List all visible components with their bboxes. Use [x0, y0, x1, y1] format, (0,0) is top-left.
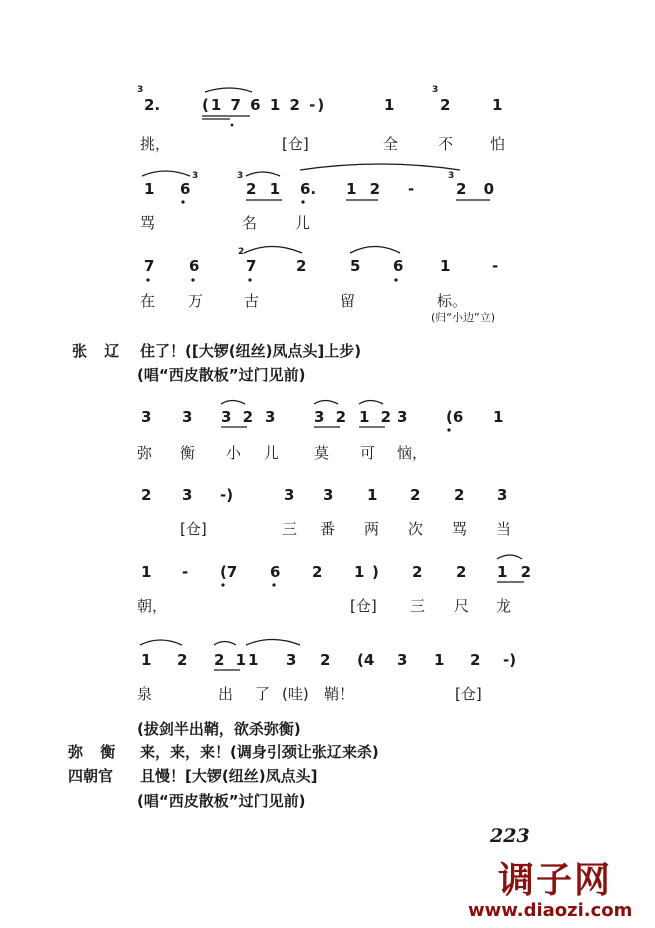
note: 1 — [384, 96, 395, 114]
octave-dot — [394, 278, 397, 281]
lyric: 儿 — [295, 214, 311, 232]
note: 1 — [367, 486, 378, 504]
page-number: 223 — [490, 825, 530, 847]
lyric: 三 — [282, 520, 298, 538]
octave-dot — [301, 200, 304, 203]
lyric: 番 — [320, 520, 336, 538]
slur — [142, 171, 190, 176]
lyric: 两 — [364, 520, 380, 538]
note: - — [182, 563, 189, 581]
note: ) — [372, 563, 379, 581]
note-group: 1 2 — [497, 563, 536, 581]
lyric: 在 — [140, 292, 156, 310]
speaker-name: 张 辽 — [72, 342, 126, 360]
slur — [246, 640, 300, 646]
note: 1 — [492, 96, 503, 114]
note: 2. — [144, 96, 161, 114]
lyric: 鞘！ — [324, 685, 355, 703]
lyric: 骂 — [140, 214, 156, 232]
note: 2 — [312, 563, 323, 581]
note: 2 — [410, 486, 421, 504]
note: - — [408, 180, 415, 198]
lyric: 不 — [438, 135, 454, 153]
slur — [300, 164, 460, 170]
note: 2 — [456, 563, 467, 581]
note-group: 2 0 — [456, 180, 501, 198]
lyric: 衡 — [180, 444, 196, 462]
lyric: 挑， — [140, 135, 171, 153]
lyric: 骂 — [452, 520, 468, 538]
note: 2 — [177, 651, 188, 669]
note: -) — [503, 651, 517, 669]
note: 1 — [141, 563, 152, 581]
octave-dot — [181, 200, 184, 203]
note: 1 — [144, 180, 155, 198]
note: 6. — [300, 180, 317, 198]
lyric-percussion: [仓] — [455, 685, 482, 703]
stage-direction: (唱“西皮散板”过门见前) — [137, 366, 306, 384]
note: 1 — [434, 651, 445, 669]
note: (4 — [357, 651, 375, 669]
watermark-logo-text: 调子网 — [498, 860, 613, 901]
note: 1 — [248, 651, 259, 669]
lyric: 龙 — [496, 597, 512, 615]
grace-note: 3 — [432, 85, 439, 95]
lyric: 莫 — [314, 444, 330, 462]
stage-direction: (拔剑半出鞘，欲杀弥衡) — [137, 720, 301, 738]
speech-text: 且慢！[大锣(纽丝)凤点头] — [140, 767, 318, 785]
note: 6 — [180, 180, 191, 198]
octave-dot — [231, 124, 234, 127]
lyric-percussion: [仓] — [180, 520, 207, 538]
lyric: 名 — [242, 214, 258, 232]
note-group: 3 2 — [314, 408, 350, 426]
lyric-percussion: [仓] — [350, 597, 377, 615]
watermark-url: www.diaozi.com — [468, 900, 633, 921]
octave-dot — [248, 278, 251, 281]
lyric: 恼， — [397, 444, 428, 462]
lyric: 留 — [340, 292, 356, 310]
slur — [214, 642, 236, 646]
speaker-name: 弥 衡 — [68, 743, 122, 761]
lyric: 怕 — [490, 135, 506, 153]
note: (6 — [446, 408, 464, 426]
grace-note: 3 — [192, 171, 199, 181]
note: 3 — [265, 408, 276, 426]
note: 6 — [189, 257, 200, 275]
lyric: 了 — [255, 685, 271, 703]
note-group: 2 1 — [246, 180, 285, 198]
lyric: 尺 — [454, 597, 470, 615]
slur — [497, 555, 522, 559]
lyric: 可 — [360, 444, 376, 462]
note: (7 — [220, 563, 238, 581]
note-group: 1 2 — [346, 180, 385, 198]
slur — [314, 401, 338, 405]
note: 3 — [397, 651, 408, 669]
octave-dot — [447, 428, 450, 431]
note: 1 — [141, 651, 152, 669]
slur — [140, 640, 182, 645]
stage-direction: (唱“西皮散板”过门见前) — [137, 792, 306, 810]
octave-dot — [146, 278, 149, 281]
octave-dot — [221, 583, 224, 586]
octave-dot — [272, 583, 275, 586]
grace-note: 3 — [137, 85, 144, 95]
grace-note: 2 — [238, 247, 245, 257]
note: 1 — [440, 257, 451, 275]
lyric: 万 — [188, 292, 204, 310]
grace-note: 3 — [448, 171, 455, 181]
note: 5 — [350, 257, 361, 275]
slur — [359, 401, 383, 405]
note: 3 — [323, 486, 334, 504]
note: 2 — [141, 486, 152, 504]
note: 1 — [493, 408, 504, 426]
note: 3 — [182, 486, 193, 504]
note: 3 — [182, 408, 193, 426]
note: 3 — [284, 486, 295, 504]
lyric-percussion: [仓] — [282, 135, 309, 153]
note: 7 — [144, 257, 155, 275]
note: 2 — [470, 651, 481, 669]
slur — [221, 401, 245, 405]
slur — [205, 88, 252, 92]
note-group: 2 1 — [214, 651, 250, 669]
lyric: 标。 — [437, 292, 468, 310]
note: 3 — [286, 651, 297, 669]
note: 2 — [296, 257, 307, 275]
slur — [350, 247, 400, 254]
note-group: (1 7 6 1 2 -) — [202, 96, 327, 114]
lyric: 小 — [226, 444, 242, 462]
slur — [244, 247, 302, 254]
note: 6 — [270, 563, 281, 581]
lyric: 朝， — [137, 597, 168, 615]
lyric: 儿 — [264, 444, 280, 462]
note: - — [492, 257, 499, 275]
lyric: 古 — [244, 292, 260, 310]
lyric: 三 — [410, 597, 426, 615]
lyric: 弥 — [137, 444, 153, 462]
lyric: 次 — [408, 520, 424, 538]
slur — [246, 172, 280, 176]
speech-text: 住了！([大锣(纽丝)凤点头]上步) — [140, 342, 362, 360]
note-group: 1 2 — [359, 408, 395, 426]
note: 2 — [320, 651, 331, 669]
lyric: 泉 — [137, 685, 153, 703]
note: 2 — [412, 563, 423, 581]
note: 7 — [246, 257, 257, 275]
note: -) — [220, 486, 234, 504]
note: 3 — [397, 408, 408, 426]
note: 2 — [440, 96, 451, 114]
note: 6 — [393, 257, 404, 275]
lyric: 出 — [218, 685, 234, 703]
note: 3 — [497, 486, 508, 504]
octave-dot — [191, 278, 194, 281]
note: 2 — [454, 486, 465, 504]
stage-note: (归“小边”立) — [431, 311, 495, 324]
grace-note: 3 — [237, 171, 244, 181]
note: 3 — [141, 408, 152, 426]
note: 1 — [354, 563, 365, 581]
speech-text: 来，来，来！(调身引颈让张辽来杀) — [140, 743, 379, 761]
lyric: (哇) — [282, 685, 309, 703]
lyric: 当 — [496, 520, 512, 538]
lyric: 全 — [383, 135, 399, 153]
note-group: 3 2 — [221, 408, 257, 426]
speaker-name: 四朝官 — [68, 767, 114, 785]
